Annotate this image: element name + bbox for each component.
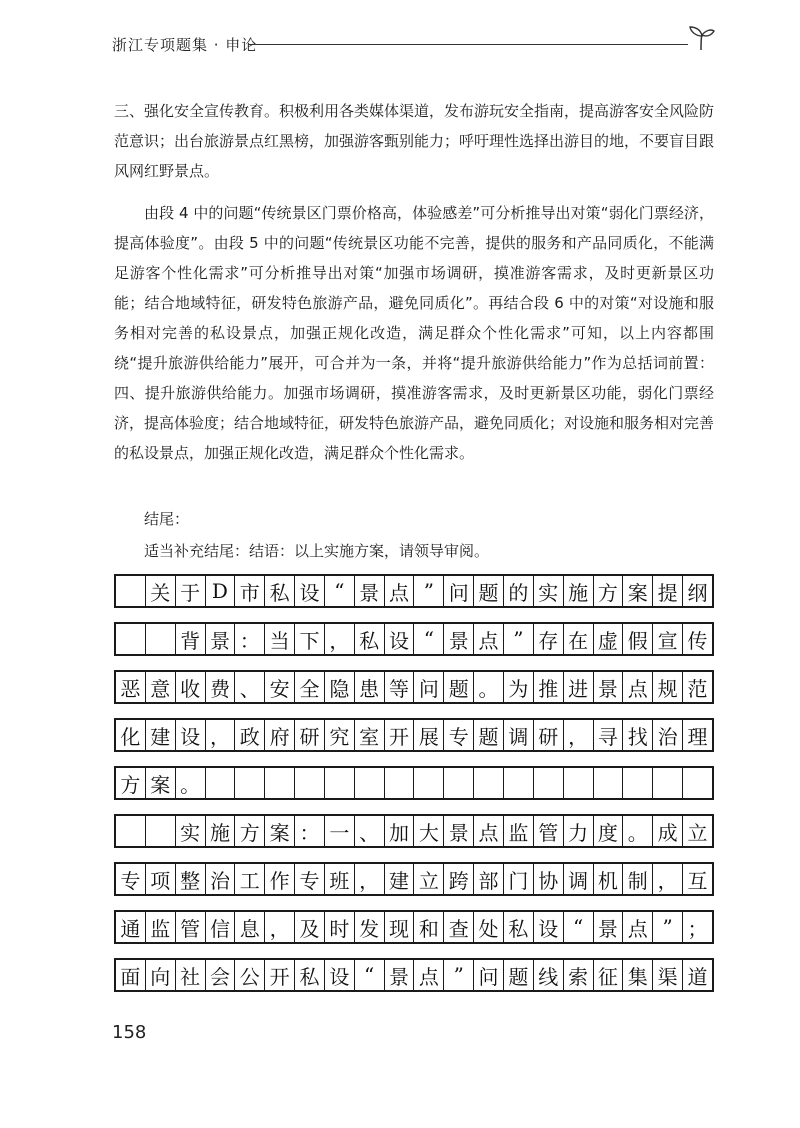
grid-cell: 工 (235, 864, 265, 894)
grid-cell: 理 (687, 724, 708, 749)
grid-cell: 研 (295, 720, 325, 750)
grid-cell: 私 (265, 576, 295, 606)
grid-cell: ， (325, 624, 355, 654)
grid-cell: 问 (414, 672, 444, 702)
grid-cell: 虚 (594, 624, 624, 654)
grid-row (114, 766, 714, 800)
grid-cell: ， (564, 720, 594, 750)
grid-cell: 患 (355, 672, 385, 702)
grid-cell: 宣 (653, 624, 683, 654)
grid-cell (265, 768, 295, 798)
grid-cell: 府 (265, 720, 295, 750)
grid-cell: 处 (474, 912, 504, 942)
grid-cell (594, 768, 624, 798)
grid-cell: “ (325, 576, 355, 606)
grid-cell (116, 816, 146, 846)
grid-cell: 案 (146, 768, 176, 798)
grid-cell: “ (564, 912, 594, 942)
grid-cell: 点 (623, 672, 653, 702)
grid-cell: 为 (504, 672, 534, 702)
grid-cell: 征 (594, 960, 624, 990)
grid-cell: 公 (235, 960, 265, 990)
grid-cell: 一 (325, 816, 355, 846)
grid-cell: ， (206, 720, 236, 750)
grid-cell: 安 (265, 672, 295, 702)
grid-cell: 点 (623, 912, 653, 942)
grid-cell: 监 (504, 816, 534, 846)
grid-cell: 社 (176, 960, 206, 990)
grid-cell: 寻 (594, 720, 624, 750)
grid-cell: 室 (355, 720, 385, 750)
grid-cell: 等 (385, 672, 415, 702)
grid-row (114, 910, 714, 944)
grid-cell: 化 (116, 720, 146, 750)
grid-cell: 管 (534, 816, 564, 846)
grid-cell: 管 (176, 912, 206, 942)
grid-cell: 整 (176, 864, 206, 894)
grid-row (114, 670, 714, 704)
grid-cell: 推 (534, 672, 564, 702)
grid-cell: 调 (504, 720, 534, 750)
grid-cell: 方 (235, 816, 265, 846)
grid-cell: 题 (444, 672, 474, 702)
grid-cell: ” (653, 912, 683, 942)
grid-cell: 、 (235, 672, 265, 702)
grid-cell: 渠 (653, 960, 683, 990)
grid-cell: 景 (444, 624, 474, 654)
grid-cell: 政 (235, 720, 265, 750)
grid-cell: 找 (623, 720, 653, 750)
grid-cell: 。 (474, 672, 504, 702)
grid-cell: 究 (325, 720, 355, 750)
grid-cell: ； (687, 916, 708, 941)
page-number: 158 (112, 1022, 147, 1043)
grid-cell: 。 (623, 816, 653, 846)
grid-row (114, 958, 714, 992)
grid-cell: 在 (564, 624, 594, 654)
grid-cell: 设 (325, 960, 355, 990)
grid-cell: 方 (594, 576, 624, 606)
grid-cell: 作 (265, 864, 295, 894)
sprout-icon (686, 24, 716, 52)
grid-cell: 、 (355, 816, 385, 846)
grid-cell: 进 (564, 672, 594, 702)
grid-row (114, 622, 714, 656)
grid-cell: 立 (414, 864, 444, 894)
grid-cell: 发 (355, 912, 385, 942)
grid-cell: 假 (623, 624, 653, 654)
grid-cell: 规 (653, 672, 683, 702)
grid-cell: 息 (235, 912, 265, 942)
grid-cell: 时 (325, 912, 355, 942)
grid-row (114, 718, 714, 752)
grid-cell: 面 (116, 960, 146, 990)
grid-cell: 成 (653, 816, 683, 846)
grid-cell: 道 (687, 964, 708, 989)
grid-cell (444, 768, 474, 798)
grid-cell (564, 768, 594, 798)
grid-cell: 题 (474, 720, 504, 750)
grid-cell: 实 (176, 816, 206, 846)
grid-cell: “ (414, 624, 444, 654)
grid-cell: 市 (235, 576, 265, 606)
grid-cell: 班 (325, 864, 355, 894)
grid-cell: 背 (176, 624, 206, 654)
grid-cell (325, 768, 355, 798)
grid-cell: 的 (504, 576, 534, 606)
grid-cell: 现 (385, 912, 415, 942)
grid-cell: 私 (355, 624, 385, 654)
grid-cell: 私 (295, 960, 325, 990)
grid-cell: 项 (146, 864, 176, 894)
grid-cell: 景 (594, 912, 624, 942)
grid-cell (116, 576, 146, 606)
grid-cell: 关 (146, 576, 176, 606)
grid-cell: 索 (564, 960, 594, 990)
grid-cell: 专 (295, 864, 325, 894)
grid-cell: 全 (295, 672, 325, 702)
grid-cell: 隐 (325, 672, 355, 702)
grid-cell: 费 (206, 672, 236, 702)
grid-cell: 开 (385, 720, 415, 750)
grid-cell: 点 (474, 816, 504, 846)
grid-cell: 互 (687, 868, 708, 893)
grid-row (114, 574, 714, 608)
grid-cell: 治 (653, 720, 683, 750)
grid-cell: 传 (687, 628, 708, 653)
grid-cell: 跨 (444, 864, 474, 894)
grid-cell: 题 (504, 960, 534, 990)
grid-cell: 施 (564, 576, 594, 606)
grid-cell: 范 (687, 676, 708, 701)
grid-cell: 景 (206, 624, 236, 654)
grid-cell: ： (295, 816, 325, 846)
grid-cell: 建 (385, 864, 415, 894)
grid-cell (235, 768, 265, 798)
grid-cell: ， (265, 912, 295, 942)
grid-cell: 。 (176, 768, 206, 798)
grid-cell (534, 768, 564, 798)
grid-cell: 会 (206, 960, 236, 990)
grid-cell: “ (355, 960, 385, 990)
grid-cell: 方 (116, 768, 146, 798)
grid-cell: 研 (534, 720, 564, 750)
grid-cell: 设 (176, 720, 206, 750)
grid-cell: 建 (146, 720, 176, 750)
paragraph-safety-education: 三、强化安全宣传教育。积极利用各类媒体渠道，发布游玩安全指南，提高游客安全风险防范意识；出台旅游景点红黑榜，加强游客甄别能力；呼吁理性选择出游目的地，不要盲目跟风网红野景点。 (114, 102, 715, 180)
grid-cell: 机 (594, 864, 624, 894)
grid-cell: 当 (265, 624, 295, 654)
grid-cell: 景 (444, 816, 474, 846)
grid-cell: 通 (116, 912, 146, 942)
grid-cell: 存 (534, 624, 564, 654)
grid-cell: ， (355, 864, 385, 894)
grid-cell (206, 768, 236, 798)
grid-cell: 向 (146, 960, 176, 990)
grid-cell: 制 (623, 864, 653, 894)
grid-cell: 题 (474, 576, 504, 606)
grid-cell: 大 (414, 816, 444, 846)
grid-cell (474, 768, 504, 798)
header-title: 浙江专项题集 · 申论 (112, 36, 258, 54)
grid-cell: 点 (385, 576, 415, 606)
grid-cell (295, 768, 325, 798)
grid-cell (355, 768, 385, 798)
grid-cell: 设 (295, 576, 325, 606)
grid-cell: 查 (444, 912, 474, 942)
grid-row (114, 862, 714, 896)
grid-cell: 立 (687, 820, 708, 845)
grid-cell: 度 (594, 816, 624, 846)
grid-cell: 线 (534, 960, 564, 990)
paragraph-analysis: 由段 4 中的问题“传统景区门票价格高，体验感差”可分析推导出对策“弱化门票经济，提高体验度”。由段 5 中的问题“传统景区功能不完善，提供的服务和产品同质化，不能满足游客个性化需求”可分析推导出对策“加强市场调研，摸准游客需求，及时更新景区功能；结合地域特征，研发特色旅游产品，避免同质化”。再结合段 6 中的对策“对设施和服务相对完善的私设景点，加强正规化改造，满足群众个性化需求”可知，以上内容都围绕“提升旅游供给能力”展开，可合并为一条，并将“提升旅游供给能力”作为总括词前置：四、提升旅游供给能力。加强市场调研，摸准游客需求，及时更新景区功能，弱化门票经济，提高体验度；结合地域特征，研发特色旅游产品，避免同质化；对设施和服务相对完善的私设景点，加强正规化改造，满足群众个性化需求。 (114, 204, 715, 462)
grid-cell (623, 768, 653, 798)
grid-cell: 信 (206, 912, 236, 942)
grid-cell: 及 (295, 912, 325, 942)
grid-cell: 下 (295, 624, 325, 654)
grid-cell: 景 (385, 960, 415, 990)
grid-cell (385, 768, 415, 798)
grid-cell: 景 (355, 576, 385, 606)
grid-cell: 问 (444, 576, 474, 606)
grid-cell: 意 (146, 672, 176, 702)
header-rule (248, 44, 688, 45)
grid-cell: ” (444, 960, 474, 990)
grid-cell: 实 (534, 576, 564, 606)
grid-cell (653, 768, 683, 798)
grid-cell: 开 (265, 960, 295, 990)
grid-cell: 私 (504, 912, 534, 942)
grid-cell (146, 816, 176, 846)
grid-cell: 纲 (687, 580, 708, 605)
grid-cell: 景 (594, 672, 624, 702)
grid-cell: 部 (474, 864, 504, 894)
grid-cell (146, 624, 176, 654)
grid-cell (683, 768, 712, 798)
grid-cell: 设 (385, 624, 415, 654)
grid-cell: 集 (623, 960, 653, 990)
grid-cell: 调 (564, 864, 594, 894)
grid-cell: ” (504, 624, 534, 654)
grid-cell (116, 624, 146, 654)
grid-cell: 加 (385, 816, 415, 846)
grid-cell: ： (235, 624, 265, 654)
grid-cell: 收 (176, 672, 206, 702)
grid-cell: 协 (534, 864, 564, 894)
grid-cell: 治 (206, 864, 236, 894)
grid-cell: 点 (474, 624, 504, 654)
grid-cell: ， (653, 864, 683, 894)
grid-cell: D (206, 576, 236, 606)
grid-cell: 门 (504, 864, 534, 894)
paragraph-ending-supplement: 适当补充结尾：结语：以上实施方案，请领导审阅。 (144, 542, 490, 560)
grid-cell: 力 (564, 816, 594, 846)
grid-cell: 点 (414, 960, 444, 990)
grid-cell: 和 (414, 912, 444, 942)
paragraph-ending-label: 结尾： (144, 510, 190, 528)
grid-cell: 恶 (116, 672, 146, 702)
grid-cell: 展 (414, 720, 444, 750)
grid-cell: 监 (146, 912, 176, 942)
grid-cell: 提 (653, 576, 683, 606)
grid-cell: 案 (623, 576, 653, 606)
grid-cell: 专 (444, 720, 474, 750)
grid-row (114, 814, 714, 848)
grid-cell: ” (414, 576, 444, 606)
grid-cell: 专 (116, 864, 146, 894)
grid-cell: 设 (534, 912, 564, 942)
grid-cell: 施 (206, 816, 236, 846)
grid-cell: 于 (176, 576, 206, 606)
grid-cell (504, 768, 534, 798)
grid-cell: 案 (265, 816, 295, 846)
grid-cell: 问 (474, 960, 504, 990)
grid-cell (414, 768, 444, 798)
